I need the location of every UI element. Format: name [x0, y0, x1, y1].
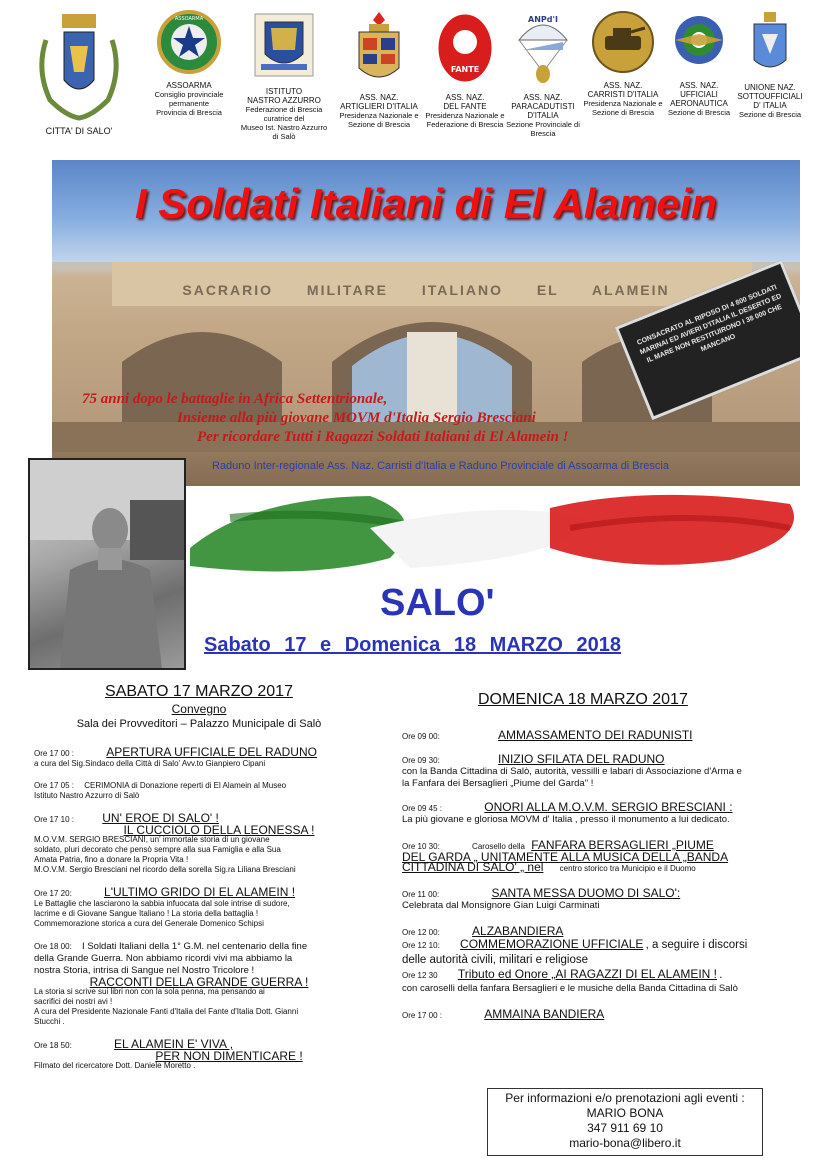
event-title: FANFARA BERSAGLIERI „PIUME	[531, 838, 714, 852]
event-text: La storia si scrive sui libri non con la sola penna, ma pensando ai	[34, 987, 265, 996]
anpdi-emblem-text: ANPd'I	[528, 15, 558, 24]
logo-sottoufficiali	[734, 10, 806, 119]
event-text: M.O.V.M. SERGIO BRESCIANI, un' immortale storia di un giovane	[34, 835, 270, 844]
venue-label: Sala dei Provveditori – Palazzo Municipale di Salò	[76, 718, 322, 730]
caption-line: ASS. NAZ.	[603, 81, 643, 90]
logo-carristi	[582, 10, 664, 117]
event-text: sacrifici dei nostri avi !	[34, 997, 113, 1006]
event-title: I Soldati Italiani della 1° G.M. nel centenario della fine	[82, 941, 308, 952]
banner	[52, 160, 800, 486]
soldier-figure-icon	[30, 460, 184, 668]
saturday-program	[34, 682, 364, 1071]
event-title: ONORI ALLA M.O.V.M. SERGIO BRESCIANI :	[484, 800, 733, 814]
event-time: Ore 09 45 :	[402, 804, 443, 813]
event-title: AMMAINA BANDIERA	[484, 1007, 605, 1021]
event-time: Ore 17 10 :	[34, 815, 75, 824]
caption-line: UNIONE NAZ.	[744, 83, 796, 92]
event-text: , a seguire i discorsi	[645, 939, 748, 951]
event-text: nostra Storia, intrisa di Sangue nel Nostro Tricolore !	[34, 965, 255, 976]
event-text: Commemorazione storica a cura del Generale Domenico Schipsi	[34, 919, 264, 928]
event-text: la Fanfara dei Bersaglieri „Piume del Garda" !	[402, 778, 594, 789]
event-title: SANTA MESSA DUOMO DI SALO':	[491, 886, 681, 900]
event-text: a cura del Sig.Sindaco della Città di Salo' Avv.to Gianpiero Cipani	[34, 759, 266, 768]
event-item	[402, 802, 802, 826]
logo-caption	[336, 93, 422, 129]
caption-line: D'ITALIA	[527, 111, 559, 120]
subtitle-line: 75 anni dopo le battaglie in Africa Settentrionale,	[82, 391, 388, 407]
event-text: M.O.V.M. Sergio Bresciani nel ricordo della sorella Sig.ra Liliana Bresciani	[34, 865, 296, 874]
event-time: Ore 17 20:	[34, 889, 72, 898]
assoarma-emblem-text: ASSOARMA	[174, 16, 204, 22]
event-item	[402, 754, 802, 790]
aeronautica-emblem-icon	[671, 10, 727, 74]
info-heading: Per informazioni e/o prenotazioni agli eventi :	[505, 1091, 745, 1105]
event-time: Ore 17 05 :	[34, 781, 75, 790]
banner-subtitle	[82, 390, 568, 447]
caption-line: Presidenza Nazionale e	[425, 111, 505, 120]
caption-line: ARTIGLIERI D'ITALIA	[340, 102, 418, 111]
logo-assoarma	[135, 10, 243, 117]
parachute-emblem-icon	[513, 10, 573, 86]
salo-coat-of-arms-icon	[36, 10, 122, 122]
fante-emblem-text: FANTE	[450, 65, 480, 74]
event-time: Ore 12 10:	[402, 941, 440, 950]
event-text: delle autorità civili, militari e religiose	[402, 954, 588, 966]
event-time: Ore 11 00:	[402, 890, 440, 899]
event-text: Celebrata dal Monsignore Gian Luigi Carminati	[402, 900, 600, 911]
caption-line: ASS. NAZ.	[445, 93, 485, 102]
caption-line: D' ITALIA	[753, 101, 787, 110]
logo-artiglieri	[336, 10, 422, 129]
banner-raduno-line: Raduno Inter-regionale Ass. Naz. Carristi d'Italia e Raduno Provinciale di Assoarma di Brescia	[212, 460, 669, 472]
fante-emblem-icon	[434, 10, 496, 86]
carristi-emblem-icon	[591, 10, 655, 74]
event-prefix: Carosello della	[472, 842, 525, 851]
sunday-program	[402, 690, 802, 1021]
artiglieri-emblem-icon	[351, 10, 407, 86]
event-time: Ore 17 00 :	[34, 749, 75, 758]
event-text: soldato, pluri decorato che pensò sempre alla sua Famiglia e alla Sua	[34, 845, 281, 854]
caption-line: ISTITUTO	[265, 87, 303, 96]
nastro-azzurro-emblem-icon	[251, 10, 317, 80]
event-text: Stucchi .	[34, 1017, 65, 1026]
logo-caption	[135, 81, 243, 117]
banner-title: I Soldati Italiani di El Alamein	[135, 180, 717, 227]
caption-line: Presidenza Nazionale e	[339, 111, 419, 120]
event-title: COMMEMORAZIONE UFFICIALE	[460, 937, 644, 951]
event-title-line: DEL GARDA „ UNITAMENTE ALLA MUSICA DELLA „BANDA	[402, 850, 729, 864]
event-item	[402, 938, 802, 968]
event-text: con caroselli della fanfara Bersaglieri e le musiche della Banda Cittadina di Salò	[402, 983, 738, 994]
event-title: EL ALAMEIN E' VIVA ,	[114, 1037, 234, 1051]
event-item	[34, 887, 364, 929]
logo-caption	[662, 81, 736, 117]
logo-caption	[582, 81, 664, 117]
caption-line: ASS. NAZ.	[523, 93, 563, 102]
sunday-heading: DOMENICA 18 MARZO 2017	[478, 691, 688, 708]
event-item	[34, 747, 364, 769]
logo-caption	[238, 87, 330, 141]
caption-line: ASS. NAZ.	[359, 93, 399, 102]
event-text: La più giovane e gloriosa MOVM d' Italia , presso il monumento a lui dedicato.	[402, 814, 730, 825]
convegno-label: Convegno	[171, 702, 227, 716]
event-item	[402, 968, 802, 995]
event-time: Ore 18 00:	[34, 942, 72, 951]
event-text: .	[719, 969, 723, 981]
caption-line: Brescia	[530, 129, 556, 138]
sacrario-inscription: SACRARIO MILITARE ITALIANO EL ALAMEIN	[182, 282, 670, 298]
event-text: lacrime e di Giovane Sangue Italiano ! La storia della battaglia !	[34, 909, 259, 918]
info-box	[487, 1088, 763, 1156]
logo-aeronautica	[662, 10, 736, 117]
event-text: Filmato del ricercatore Dott. Daniele Moretto .	[34, 1061, 196, 1070]
event-time: Ore 18 50:	[34, 1041, 72, 1050]
caption-line: Museo Ist. Nastro Azzurro di Salò	[240, 123, 328, 141]
logo-bar	[0, 0, 826, 150]
event-subtitle: RACCONTI DELLA GRANDE GUERRA !	[89, 975, 309, 989]
subtitle-line: Per ricordare Tutti i Ragazzi Soldati Italiani di El Alamein !	[197, 429, 569, 445]
event-item	[402, 730, 802, 742]
event-text: Istituto Nastro Azzurro di Salò	[34, 791, 140, 800]
sottoufficiali-emblem-icon	[750, 10, 790, 76]
event-time: Ore 09 30:	[402, 756, 440, 765]
logo-nastro-azzurro	[238, 10, 330, 141]
contact-name: MARIO BONA	[586, 1106, 664, 1120]
logo-citta-di-salo	[34, 10, 124, 136]
event-title: CERIMONIA di Donazione reperti di El Alamein al Museo	[84, 781, 287, 790]
caption-line: Presidenza Nazionale e	[583, 99, 663, 108]
event-text: A cura del Presidente Nazionale Fanti d'Italia del Fante d'Italia Dott. Gianni	[34, 1007, 299, 1016]
logo-caption	[734, 83, 806, 119]
logo-paracadutisti	[503, 10, 583, 138]
caption-line: CARRISTI D'ITALIA	[587, 90, 659, 99]
saturday-heading: SABATO 17 MARZO 2017	[105, 683, 293, 700]
event-subtitle: PER NON DIMENTICARE !	[155, 1049, 303, 1063]
logo-caption	[503, 93, 583, 138]
caption-line: Sezione di Brescia	[591, 108, 655, 117]
caption-line: Federazione di Brescia	[245, 105, 323, 114]
event-title: ALZABANDIERA	[472, 924, 564, 938]
caption-line: ASS. NAZ.	[679, 81, 719, 90]
location-title: SALO'	[380, 582, 495, 624]
caption-line: curatrice del	[263, 114, 305, 123]
event-text: della Grande Guerra. Non abbiamo ricordi vivi ma abbiamo la	[34, 953, 293, 964]
caption-line: UFFICIALI	[680, 90, 718, 99]
event-item	[402, 888, 802, 912]
event-item	[34, 813, 364, 875]
event-time: Ore 17 00 :	[402, 1011, 443, 1020]
event-time: Ore 09 00:	[402, 732, 440, 741]
italian-flag-swoosh-icon	[190, 488, 820, 580]
event-dates: Sabato 17 e Domenica 18 MARZO 2018	[204, 634, 622, 656]
logo-fante	[424, 10, 506, 129]
event-item	[402, 1009, 802, 1021]
caption-line: Sezione di Brescia	[667, 108, 731, 117]
event-item	[34, 1039, 364, 1071]
logo-caption	[424, 93, 506, 129]
event-title: L'ULTIMO GRIDO DI EL ALAMEIN !	[104, 885, 296, 899]
contact-email[interactable]: mario-bona@libero.it	[569, 1136, 681, 1150]
event-title: APERTURA UFFICIALE DEL RADUNO	[106, 745, 317, 759]
caption-line: Sezione di Brescia	[738, 110, 802, 119]
event-title: AMMASSAMENTO DEI RADUNISTI	[498, 728, 693, 742]
event-title: UN' EROE DI SALO' !	[102, 811, 219, 825]
event-title: INIZIO SFILATA DEL RADUNO	[498, 752, 665, 766]
caption-line: Sezione Provinciale di	[506, 120, 580, 129]
event-item	[402, 840, 802, 874]
event-title-line: CITTADINA DI SALO' „ nel	[402, 860, 544, 874]
event-subtitle: IL CUCCIOLO DELLA LEONESSA !	[123, 823, 315, 837]
caption-line: NASTRO AZZURRO	[247, 96, 321, 105]
event-text: centro storico tra Municipio e il Duomo	[559, 864, 696, 873]
event-item	[34, 781, 364, 801]
event-time: Ore 12 00:	[402, 928, 440, 937]
assoarma-emblem-icon	[157, 10, 221, 74]
event-text: Le Battaglie che lasciarono la sabbia infuocata dal sole intrise di sudore,	[34, 899, 290, 908]
caption-line: DEL FANTE	[443, 102, 487, 111]
caption-line: PARACADUTISTI	[511, 102, 575, 111]
event-text: Amata Patria, fino a donare la Propria Vita !	[34, 855, 189, 864]
contact-phone[interactable]: 347 911 69 10	[587, 1121, 663, 1135]
event-time: Ore 10 30:	[402, 842, 440, 851]
caption-line: SOTTOUFFICIALI	[737, 92, 803, 101]
event-time: Ore 12 30	[402, 971, 438, 980]
soldier-photo	[28, 458, 186, 670]
caption-line: AERONAUTICA	[670, 99, 728, 108]
subtitle-line: Insieme alla più giovane MOVM d'Italia Sergio Bresciani	[177, 410, 536, 426]
logo-caption: CITTA' DI SALO'	[45, 126, 113, 136]
memorial-plaque: CONSACRATO AL RIPOSO DI 4 800 SOLDATI MARINAI ED AVIERI D'ITALIA IL DESERTO ED IL MARE NON RESTITUIRONO I 38 000 CHE MANCANO	[615, 260, 800, 420]
caption-line: Federazione di Brescia	[426, 120, 504, 129]
event-text: con la Banda Cittadina di Salò, autorità, vessilli e labari di Associazione d'Arma e	[402, 766, 742, 777]
caption-line: Sezione di Brescia	[347, 120, 411, 129]
caption-line: Provincia di Brescia	[156, 108, 222, 117]
event-title: Tributo ed Onore „AI RAGAZZI DI EL ALAMEIN !	[457, 967, 718, 981]
caption-line: ASSOARMA	[166, 81, 212, 90]
event-item	[34, 941, 364, 1027]
caption-line: Consiglio provinciale permanente	[154, 90, 224, 108]
